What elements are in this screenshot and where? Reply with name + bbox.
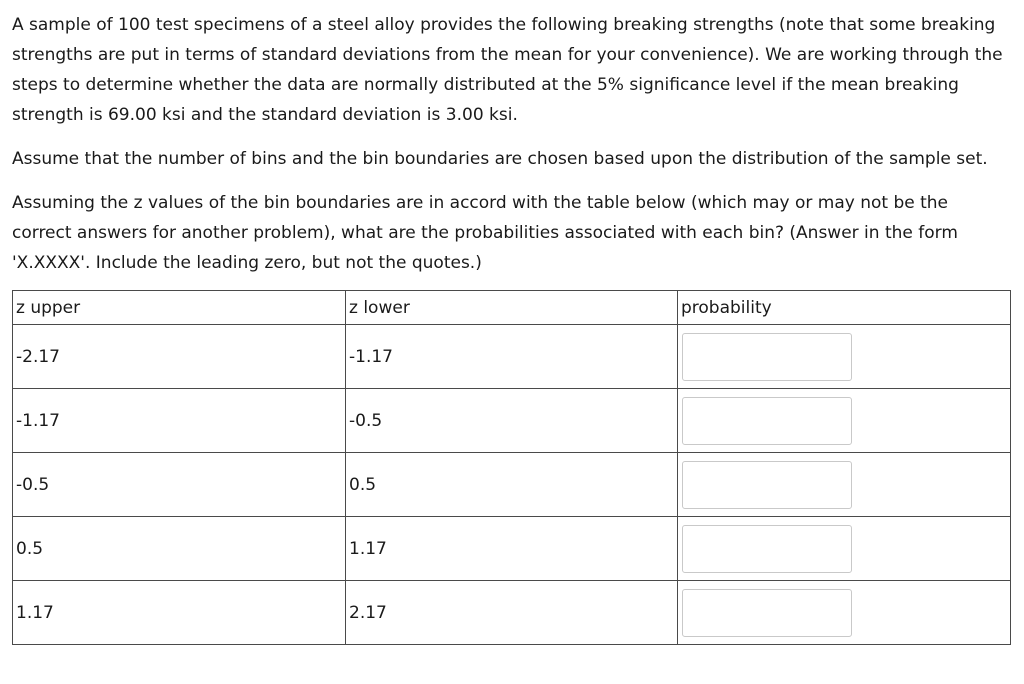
z-lower-cell: 0.5 — [346, 453, 678, 517]
bin-table — [12, 290, 1011, 645]
table-row — [13, 517, 1011, 581]
question-intro: A sample of 100 test specimens of a steel alloy provides the following breaking strengths (note that some breaking strengths are put in terms of standard deviations from the mean for your convenience). We are working through the steps to determine whether the data are normally distributed at the 5% significance level if the mean breaking strength is 69.00 ksi and the standard deviation is 3.00 ksi. — [12, 15, 1003, 125]
probability-input-4[interactable] — [682, 525, 852, 573]
table-row — [13, 325, 1011, 389]
table-header-row — [13, 291, 1011, 325]
z-upper-cell: -0.5 — [13, 453, 346, 517]
probability-input-1[interactable] — [682, 333, 852, 381]
z-lower-cell: 1.17 — [346, 517, 678, 581]
z-upper-cell: -2.17 — [13, 325, 346, 389]
header-probability: probability — [678, 291, 1011, 325]
question-prompt: Assuming the z values of the bin boundaries are in accord with the table below (which may or may not be the correct answers for another problem), what are the probabilities associated with each bin? (Answer in the form 'X.XXXX'. Include the leading zero, but not the quotes.) — [12, 193, 958, 273]
probability-cell — [678, 581, 1011, 645]
probability-cell — [678, 453, 1011, 517]
z-upper-cell: 0.5 — [13, 517, 346, 581]
probability-input-2[interactable] — [682, 397, 852, 445]
header-z-lower: z lower — [346, 291, 678, 325]
z-upper-cell: -1.17 — [13, 389, 346, 453]
table-row — [13, 581, 1011, 645]
question-content — [12, 10, 1012, 645]
z-lower-cell: -0.5 — [346, 389, 678, 453]
probability-input-3[interactable] — [682, 461, 852, 509]
question-assumption: Assume that the number of bins and the bin boundaries are chosen based upon the distribution of the sample set. — [12, 149, 988, 169]
table-row — [13, 389, 1011, 453]
probability-cell — [678, 517, 1011, 581]
probability-cell — [678, 325, 1011, 389]
z-upper-cell: 1.17 — [13, 581, 346, 645]
header-z-upper: z upper — [13, 291, 346, 325]
probability-input-5[interactable] — [682, 589, 852, 637]
table-row — [13, 453, 1011, 517]
probability-cell — [678, 389, 1011, 453]
z-lower-cell: 2.17 — [346, 581, 678, 645]
z-lower-cell: -1.17 — [346, 325, 678, 389]
